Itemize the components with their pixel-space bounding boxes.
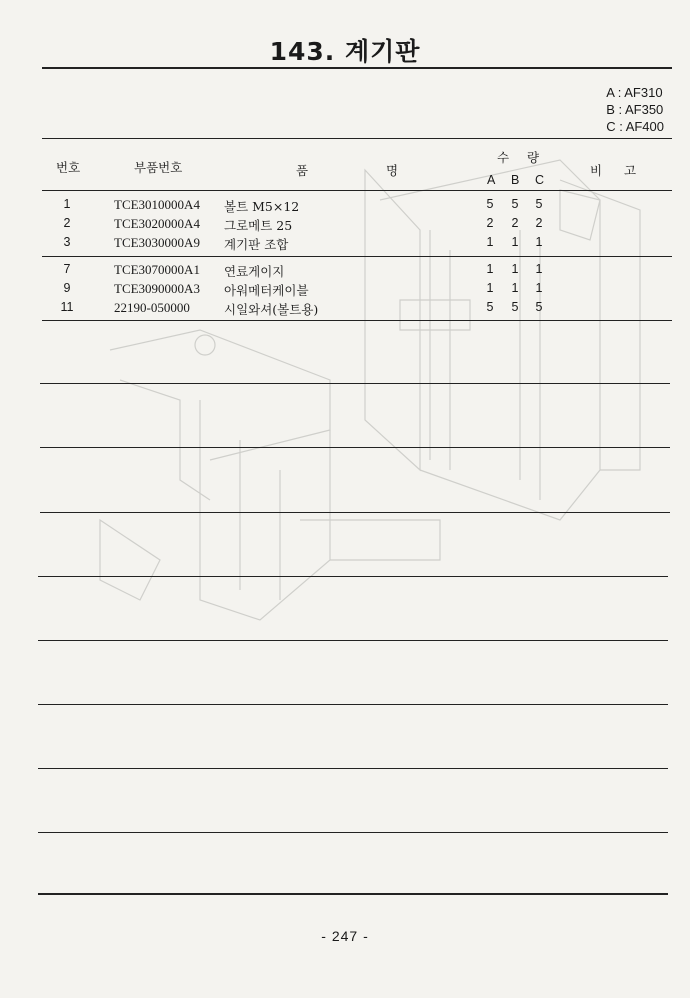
model-b: B : AF350 <box>606 102 664 117</box>
row-qty-b: 5 <box>511 197 519 211</box>
row-part-no: TCE3090000A3 <box>114 281 200 296</box>
row-qty-c: 1 <box>535 235 543 249</box>
row-part-no: TCE3010000A4 <box>114 197 200 212</box>
header-part-no: 부품번호 <box>134 160 183 175</box>
page-number: - 247 - <box>321 928 369 944</box>
row-qty-a: 1 <box>486 235 494 249</box>
row-name: 계기판 조합 <box>224 237 289 252</box>
ruled-line <box>38 640 668 641</box>
ruled-line <box>42 320 672 321</box>
row-no: 9 <box>63 281 71 295</box>
row-qty-b: 1 <box>511 281 519 295</box>
row-qty-b: 2 <box>511 216 519 230</box>
row-qty-c: 5 <box>535 197 543 211</box>
ruled-line <box>40 383 670 384</box>
row-name: 그로메트 25 <box>224 218 293 233</box>
row-qty-a: 5 <box>486 300 494 314</box>
header-name-2: 명 <box>386 163 399 178</box>
row-qty-a: 2 <box>486 216 494 230</box>
row-name: 아워메터케이블 <box>224 283 309 298</box>
row-no: 7 <box>63 262 71 276</box>
row-qty-b: 1 <box>511 262 519 276</box>
table-row <box>40 300 680 320</box>
row-part-no: TCE3070000A1 <box>114 262 200 277</box>
row-qty-c: 2 <box>535 216 543 230</box>
table-top-rule <box>42 138 672 139</box>
row-part-no: TCE3020000A4 <box>114 216 200 231</box>
group-divider <box>42 256 672 257</box>
ruled-line <box>40 447 670 448</box>
title-rule <box>42 67 672 69</box>
model-legend <box>606 84 664 135</box>
header-name-1: 품 <box>296 163 309 178</box>
model-a: A : AF310 <box>606 85 663 100</box>
row-no: 3 <box>63 235 71 249</box>
row-qty-c: 1 <box>535 262 543 276</box>
row-no: 2 <box>63 216 71 230</box>
row-no: 11 <box>60 300 74 314</box>
header-qty-c: C <box>535 173 545 187</box>
ruled-line <box>38 832 668 833</box>
table-row <box>40 281 680 301</box>
row-part-no: 22190-050000 <box>114 300 190 315</box>
row-no: 1 <box>63 197 71 211</box>
model-c: C : AF400 <box>606 119 664 134</box>
header-qty: 수 량 <box>497 150 540 165</box>
header-no: 번호 <box>56 160 81 175</box>
row-qty-c: 5 <box>535 300 543 314</box>
ruled-line <box>38 576 668 577</box>
ruled-line <box>38 704 668 705</box>
page-title: 143. 계기판 <box>269 37 421 66</box>
ruled-line <box>40 512 670 513</box>
table-row <box>40 216 680 236</box>
header-remark: 비 고 <box>590 163 637 178</box>
table-row <box>40 235 680 255</box>
row-qty-c: 1 <box>535 281 543 295</box>
ruled-line <box>38 768 668 769</box>
row-qty-a: 1 <box>486 262 494 276</box>
header-qty-a: A <box>487 173 496 187</box>
row-name: 연료게이지 <box>224 264 285 279</box>
table-bottom-rule <box>38 893 668 895</box>
row-qty-a: 1 <box>486 281 494 295</box>
row-name: 시일와셔(볼트용) <box>224 302 319 317</box>
header-qty-b: B <box>511 173 520 187</box>
row-part-no: TCE3030000A9 <box>114 235 200 250</box>
row-qty-b: 1 <box>511 235 519 249</box>
table-row <box>40 197 680 217</box>
row-qty-b: 5 <box>511 300 519 314</box>
header-bottom-rule <box>42 190 672 191</box>
table-row <box>40 262 680 282</box>
row-name: 볼트 M5×12 <box>224 199 300 214</box>
row-qty-a: 5 <box>486 197 494 211</box>
